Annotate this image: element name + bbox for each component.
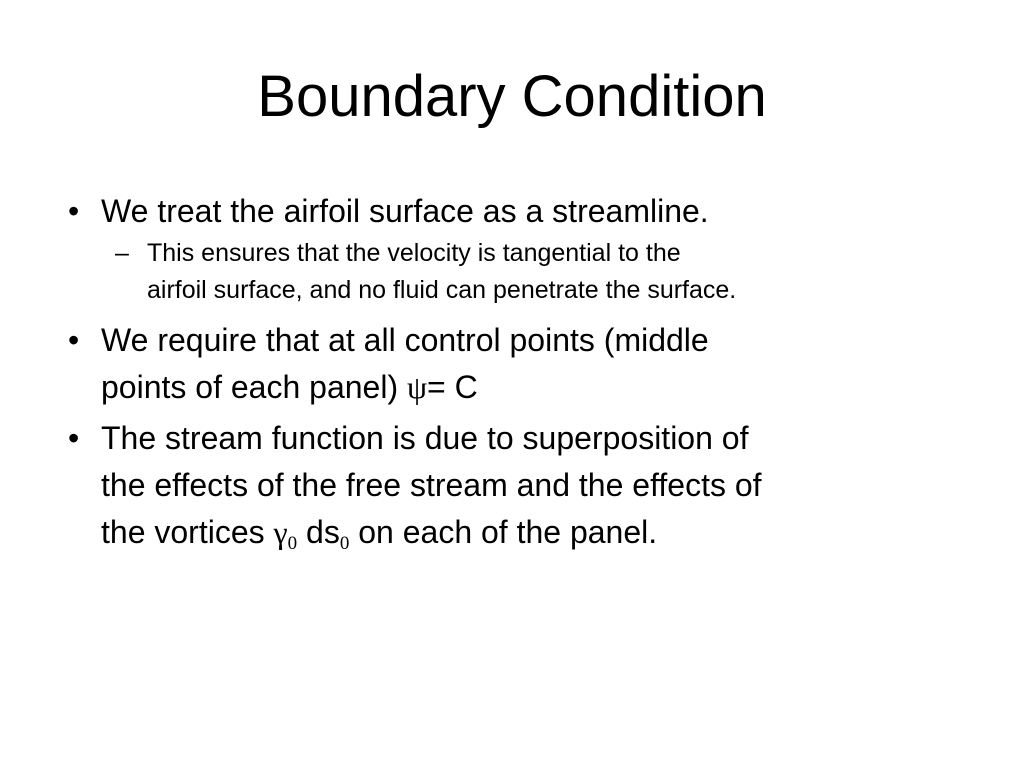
bullet-line-3-end: on each of the panel. bbox=[349, 514, 658, 550]
ds-subscript: 0 bbox=[339, 533, 350, 554]
bullet-line-3-text: the vortices bbox=[101, 514, 274, 550]
slide-title: Boundary Condition bbox=[257, 64, 767, 129]
bullet-item-superposition bbox=[68, 415, 968, 556]
bullet-marker: • bbox=[68, 193, 80, 229]
sub-bullet-line-2: airfoil surface, and no fluid can penetrate the surface. bbox=[147, 276, 737, 304]
bullet-marker: • bbox=[68, 420, 80, 456]
gamma-symbol: γ bbox=[273, 514, 288, 550]
gamma-subscript: 0 bbox=[287, 533, 298, 554]
psi-symbol: ψ bbox=[406, 369, 428, 405]
bullet-marker: • bbox=[68, 322, 80, 358]
bullet-list bbox=[68, 188, 968, 556]
sub-bullet-line-1: This ensures that the velocity is tangential to the bbox=[147, 239, 681, 267]
bullet-line-2-text: points of each panel) bbox=[101, 369, 407, 405]
bullet-line-1: The stream function is due to superposition of bbox=[101, 420, 749, 456]
bullet-text: We treat the airfoil surface as a streamline. bbox=[101, 193, 709, 229]
dash-marker: – bbox=[115, 239, 129, 267]
bullet-line-2 bbox=[101, 364, 968, 411]
bullet-line-2: the effects of the free stream and the effects of bbox=[101, 467, 762, 503]
bullet-item-control-points bbox=[68, 317, 968, 411]
bullet-line-3 bbox=[101, 509, 968, 556]
bullet-item-streamline bbox=[68, 188, 968, 235]
bullet-line-1: We require that at all control points (middle bbox=[101, 322, 709, 358]
ds-text: ds bbox=[297, 514, 340, 550]
sub-bullet-tangential bbox=[115, 235, 968, 309]
bullet-line-2-end: = C bbox=[427, 369, 478, 405]
